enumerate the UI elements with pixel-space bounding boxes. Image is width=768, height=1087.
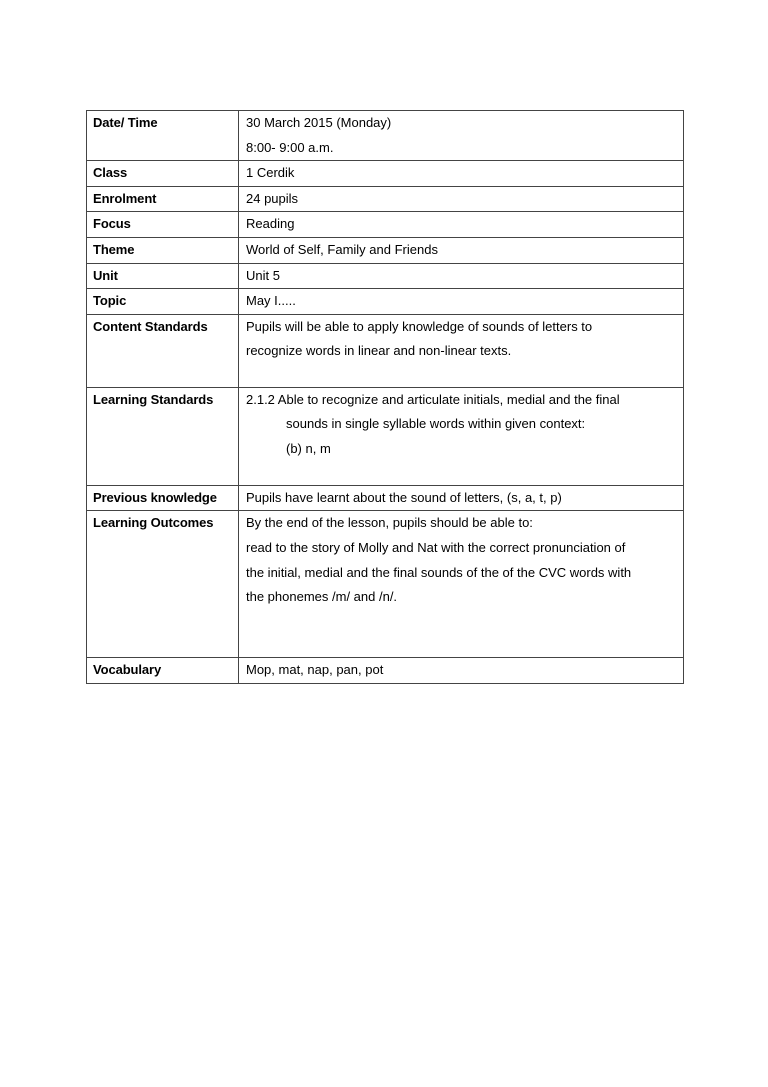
enrolment-value: 24 pupils — [239, 186, 684, 212]
date-time-label: Date/ Time — [87, 111, 239, 161]
enrolment-label: Enrolment — [87, 186, 239, 212]
row-topic — [87, 289, 684, 315]
focus-value: Reading — [239, 212, 684, 238]
learning-outcomes-line: By the end of the lesson, pupils should be able to: — [246, 515, 533, 531]
learning-outcomes-line: the initial, medial and the final sounds of the of the CVC words with — [246, 564, 632, 580]
learning-outcomes-line: the phonemes /m/ and /n/. — [246, 589, 398, 605]
time-line: 8:00- 9:00 a.m. — [246, 139, 334, 155]
row-learning-standards — [87, 387, 684, 485]
row-class — [87, 161, 684, 187]
theme-value: World of Self, Family and Friends — [239, 237, 684, 263]
learning-standards-label: Learning Standards — [87, 387, 239, 485]
row-date-time — [87, 111, 684, 161]
row-previous-knowledge — [87, 485, 684, 511]
learning-outcomes-value — [239, 511, 684, 658]
unit-label: Unit — [87, 263, 239, 289]
topic-label: Topic — [87, 289, 239, 315]
theme-label: Theme — [87, 237, 239, 263]
row-enrolment — [87, 186, 684, 212]
row-focus — [87, 212, 684, 238]
vocabulary-value: Mop, mat, nap, pan, pot — [239, 658, 684, 684]
learning-standards-value — [239, 387, 684, 485]
lesson-plan-table — [86, 110, 684, 684]
row-unit — [87, 263, 684, 289]
content-standards-line: Pupils will be able to apply knowledge of sounds of letters to — [246, 318, 593, 334]
vocabulary-label: Vocabulary — [87, 658, 239, 684]
learning-standards-line: (b) n, m — [286, 440, 331, 456]
focus-label: Focus — [87, 212, 239, 238]
row-theme — [87, 237, 684, 263]
previous-knowledge-value: Pupils have learnt about the sound of letters, (s, a, t, p) — [239, 485, 684, 511]
unit-value: Unit 5 — [239, 263, 684, 289]
learning-standards-line: sounds in single syllable words within given context: — [286, 416, 586, 432]
previous-knowledge-label: Previous knowledge — [87, 485, 239, 511]
content-standards-value — [239, 314, 684, 387]
learning-standards-line: 2.1.2 Able to recognize and articulate initials, medial and the final — [246, 391, 620, 407]
row-vocabulary — [87, 658, 684, 684]
row-learning-outcomes — [87, 511, 684, 658]
date-line: 30 March 2015 (Monday) — [246, 115, 392, 130]
topic-value: May I..... — [239, 289, 684, 315]
date-time-value — [239, 111, 684, 161]
learning-outcomes-label: Learning Outcomes — [87, 511, 239, 658]
class-label: Class — [87, 161, 239, 187]
content-standards-label: Content Standards — [87, 314, 239, 387]
content-standards-line: recognize words in linear and non-linear texts. — [246, 343, 512, 359]
row-content-standards — [87, 314, 684, 387]
learning-outcomes-line: read to the story of Molly and Nat with the correct pronunciation of — [246, 539, 626, 555]
class-value: 1 Cerdik — [239, 161, 684, 187]
